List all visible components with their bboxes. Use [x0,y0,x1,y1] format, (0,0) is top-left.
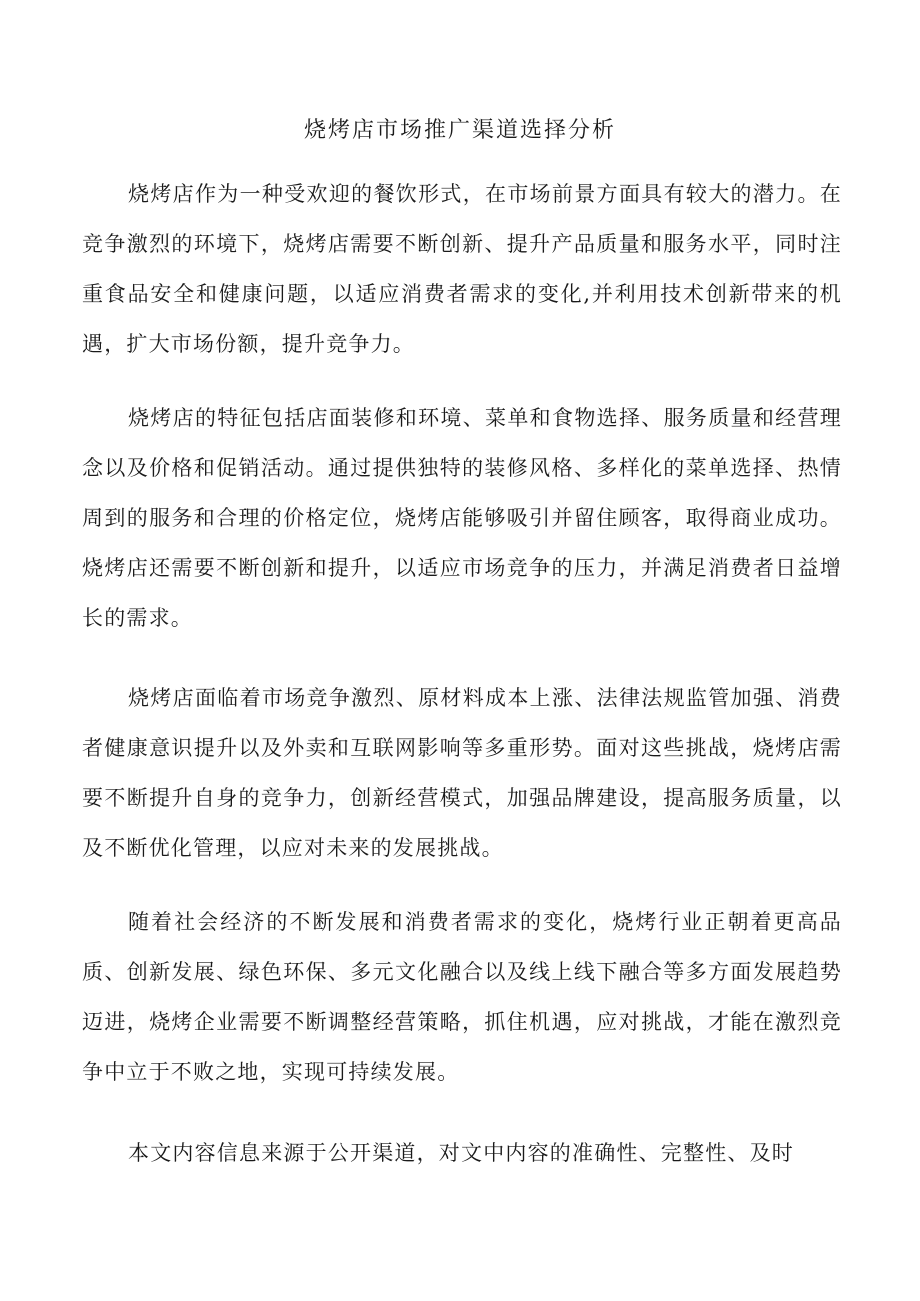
paragraph-industry-trends: 随着社会经济的不断发展和消费者需求的变化，烧烤行业正朝着更高品质、创新发展、绿色环保、多元文化融合以及线上线下融合等多方面发展趋势迈进，烧烤企业需要不断调整经营策略，抓住机遇，应对挑战，才能在激烈竞争中立于不败之地，实现可持续发展。 [82,910,842,1084]
document-title: 烧烤店市场推广渠道选择分析 [303,118,616,143]
paragraph-store-features: 烧烤店的特征包括店面装修和环境、菜单和食物选择、服务质量和经营理念以及价格和促销活动。通过提供独特的装修风格、多样化的菜单选择、热情周到的服务和合理的价格定位，烧烤店能够吸引并留住顾客，取得商业成功。烧烤店还需要不断创新和提升，以适应市场竞争的压力，并满足消费者日益增长的需求。 [82,406,842,630]
paragraph-disclaimer: 本文内容信息来源于公开渠道，对文中内容的准确性、完整性、及时 [128,1141,794,1165]
paragraph-challenges: 烧烤店面临着市场竞争激烈、原材料成本上涨、法律法规监管加强、消费者健康意识提升以及外卖和互联网影响等多重形势。面对这些挑战，烧烤店需要不断提升自身的竞争力，创新经营模式，加强品牌建设，提高服务质量，以及不断优化管理，以应对未来的发展挑战。 [82,686,842,860]
paragraph-market-prospects: 烧烤店作为一种受欢迎的餐饮形式，在市场前景方面具有较大的潜力。在竞争激烈的环境下，烧烤店需要不断创新、提升产品质量和服务水平，同时注重食品安全和健康问题，以适应消费者需求的变化,并利用技术创新带来的机遇，扩大市场份额，提升竞争力。 [82,182,842,356]
